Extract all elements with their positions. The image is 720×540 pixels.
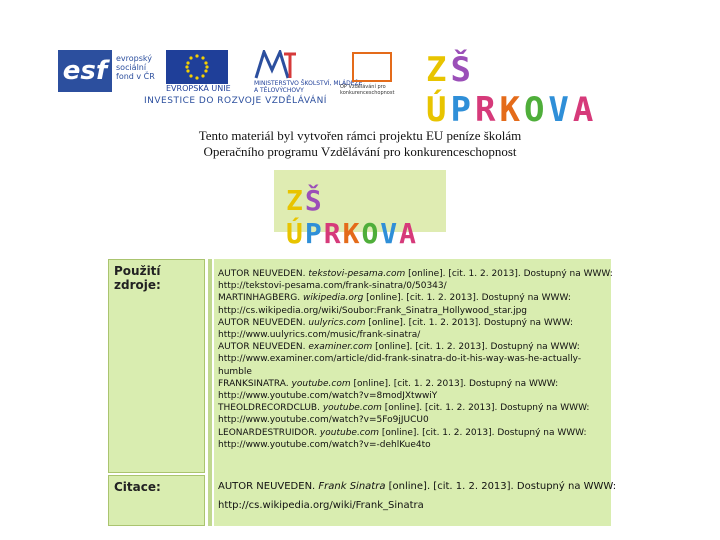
source-line: FRANKSINATRA. youtube.com [online]. [cit. 1. 2. 2013]. Dostupný na WWW: — [218, 378, 559, 389]
school-logo-word: ZŠ ÚPRKOVA — [286, 184, 419, 250]
intro-line-2: Operačního programu Vzdělávání pro konkurenceschopnost — [203, 144, 517, 159]
school-logo-letter: V — [548, 90, 573, 130]
msmt-logo-icon — [254, 50, 298, 80]
citation-list — [218, 477, 616, 515]
source-line: http://www.youtube.com/watch?v=8modJXtwwiY — [218, 391, 438, 402]
invest-line: INVESTICE DO ROZVOJE VZDĚLÁVÁNÍ — [144, 96, 327, 106]
column-divider — [208, 259, 212, 526]
source-line: http://www.youtube.com/watch?v=-dehlKue4to — [218, 439, 431, 450]
school-logo-letter: K — [499, 90, 524, 130]
eu-label: EVROPSKÁ UNIE — [166, 84, 231, 93]
esf-text: evropský sociální fond v ČR — [116, 54, 155, 81]
school-logo-letter: P — [450, 90, 475, 130]
source-line: http://www.youtube.com/watch?v=5Fo9jJUCU0 — [218, 415, 429, 426]
intro-text — [0, 128, 720, 160]
intro-line-1: Tento materiál byl vytvořen rámci projektu EU peníze školám — [198, 128, 522, 143]
source-line: LEONARDESTRUIDOR. youtube.com [online]. [cit. 1. 2. 2013]. Dostupný na WWW: — [218, 427, 587, 438]
school-logo-letter: Ú — [426, 90, 451, 130]
source-line: http://tekstovi-pesama.com/frank-sinatra/0/50343/ — [218, 281, 447, 292]
source-line: MARTINHAGBERG. wikipedia.org [online]. [cit. 1. 2. 2013]. Dostupný na WWW: — [218, 293, 571, 304]
eu-flag-icon — [166, 50, 228, 84]
source-line: http://www.uulyrics.com/music/frank-sinatra/ — [218, 330, 421, 341]
citation-label: Citace: — [114, 480, 161, 494]
citation-line: http://cs.wikipedia.org/wiki/Frank_Sinatra — [218, 500, 424, 511]
school-logo-letter: O — [523, 90, 549, 130]
op-label: OP Vzdělávání pro konkurenceschopnost — [340, 84, 395, 96]
source-line: AUTOR NEUVEDEN. tekstovi-pesama.com [online]. [cit. 1. 2. 2013]. Dostupný na WWW: — [218, 269, 613, 279]
source-line: THEOLDRECORDCLUB. youtube.com [online]. [cit. 1. 2. 2013]. Dostupný na WWW: — [218, 403, 590, 414]
sources-table — [108, 259, 617, 526]
sources-list — [218, 268, 613, 451]
source-line: AUTOR NEUVEDEN. examiner.com [online]. [cit. 1. 2. 2013]. Dostupný na WWW: — [218, 342, 580, 353]
sources-cell — [214, 259, 611, 473]
school-logo-top — [426, 50, 658, 130]
msmt-label: MINISTERSTVO ŠKOLSTVÍ, MLÁDEŽE A TĚLOVÝCHOVY — [254, 80, 363, 94]
logo-strip — [58, 48, 658, 130]
citation-cell — [214, 473, 617, 526]
citation-label-cell — [108, 475, 205, 526]
school-logo-letter: A — [572, 90, 598, 130]
school-logo-letter: Š — [450, 50, 475, 90]
source-line: humble — [218, 366, 252, 377]
school-logo-letter: Z — [426, 50, 451, 90]
op-logo-icon — [352, 52, 392, 82]
school-logo-letter: R — [474, 90, 500, 130]
esf-mark: esf — [58, 50, 112, 92]
source-line: AUTOR NEUVEDEN. uulyrics.com [online]. [cit. 1. 2. 2013]. Dostupný na WWW: — [218, 317, 574, 328]
esf-logo — [58, 50, 158, 92]
source-line: http://cs.wikipedia.org/wiki/Soubor:Frank_Sinatra_Hollywood_star.jpg — [218, 305, 528, 316]
source-line: http://www.examiner.com/article/did-frank-sinatra-do-it-his-way-was-he-actually- — [218, 354, 582, 365]
sources-label-cell — [108, 259, 205, 473]
school-logo-box — [274, 170, 446, 250]
citation-line: AUTOR NEUVEDEN. Frank Sinatra [online]. [cit. 1. 2. 2013]. Dostupný na WWW: — [218, 481, 617, 492]
sources-label: Použití zdroje: — [114, 264, 161, 292]
